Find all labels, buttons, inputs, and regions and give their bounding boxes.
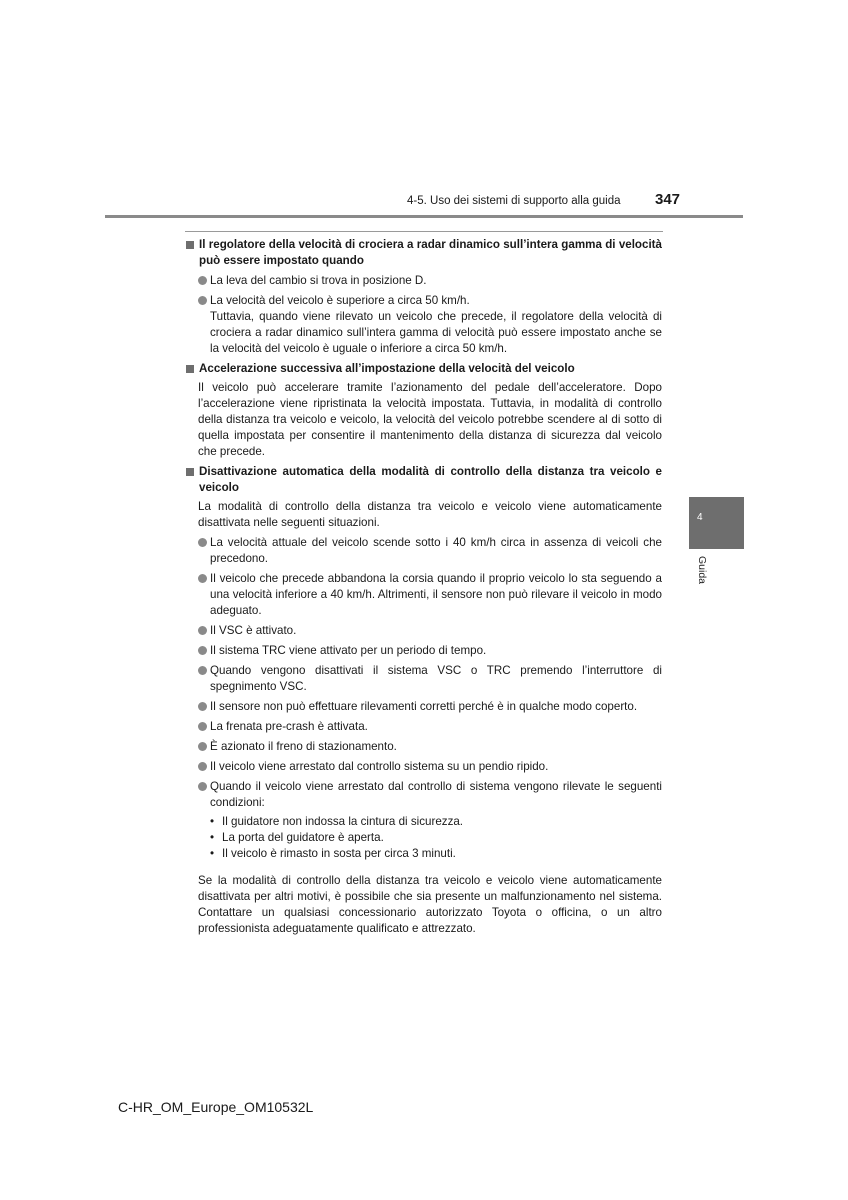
page-number: 347 [655, 191, 681, 208]
circle-bullet-icon [198, 626, 207, 635]
list-item: È azionato il freno di stazionamento. [198, 739, 662, 755]
sub-list-item: • Il guidatore non indossa la cintura di sicurezza. [210, 815, 464, 828]
list-item: La frenata pre-crash è attivata. [198, 719, 662, 735]
list-item: La velocità del veicolo è superiore a circa 50 km/h. Tuttavia, quando viene rilevato un veicolo che precede, il regolatore della velocità di crociera a radar dinamico sull’intera gamma di velocità può essere impostato anche se la velocità del veicolo è uguale o inferiore a circa 50 km/h. [198, 293, 662, 357]
list-item: Quando vengono disattivati il sistema VSC o TRC premendo l’interruttore di spegnimento VSC. [198, 663, 662, 695]
chapter-tab-number: 4 [697, 512, 703, 523]
header-section-title: 4-5. Uso dei sistemi di supporto alla guida [407, 195, 621, 207]
list-item: Il veicolo che precede abbandona la corsia quando il proprio veicolo lo sta seguendo a una velocità inferiore a 40 km/h. Altrimenti, il sensore non può rilevare il veicolo in modo adeguato. [198, 571, 662, 619]
list-item: Quando il veicolo viene arrestato dal controllo di sistema vengono rilevate le seguenti condizioni: [198, 779, 662, 811]
circle-bullet-icon [198, 702, 207, 711]
paragraph: Il veicolo può accelerare tramite l’azionamento del pedale dell’acceleratore. Dopo l’accelerazione viene ripristinata la velocità impostata. Tuttavia, in modalità di controllo della distanza tra veicolo e veicolo, la velocità del veicolo potrebbe scendere al di sotto di quella impostata per consentire il mantenimento della distanza di sicurezza dal veicolo che precede. [198, 381, 662, 458]
list-item: Il veicolo viene arrestato dal controllo sistema su un pendio ripido. [198, 759, 662, 775]
list-item: Il VSC è attivato. [198, 623, 662, 639]
section-heading: Accelerazione successiva all’impostazione della velocità del veicolo [185, 361, 662, 377]
list-item: La velocità attuale del veicolo scende sotto i 40 km/h circa in assenza di veicoli che precedono. [198, 535, 662, 567]
circle-bullet-icon [198, 762, 207, 771]
list-item: Il sistema TRC viene attivato per un periodo di tempo. [198, 643, 662, 659]
sub-list [210, 814, 662, 862]
list-item: La leva del cambio si trova in posizione D. [198, 273, 662, 289]
chapter-tab [689, 497, 744, 549]
circle-bullet-icon [198, 666, 207, 675]
content [185, 237, 662, 937]
chapter-label: Guida [696, 556, 708, 585]
circle-bullet-icon [198, 276, 207, 285]
square-bullet-icon [186, 241, 194, 249]
list-item: Il sensore non può effettuare rilevamenti corretti perché è in qualche modo coperto. [198, 699, 662, 715]
circle-bullet-icon [198, 646, 207, 655]
circle-bullet-icon [198, 742, 207, 751]
closing-paragraph: Se la modalità di controllo della distanza tra veicolo e veicolo viene automaticamente disattivata per altri motivi, è possibile che sia presente un malfunzionamento nel sistema. Contattare un qualsiasi concessionario autorizzato Toyota o officina, o un altro professionista adeguatamente qualificato e attrezzato. [198, 874, 662, 935]
section-heading: Disattivazione automatica della modalità di controllo della distanza tra veicolo e veicolo [185, 464, 662, 496]
content-top-rule [185, 231, 663, 232]
paragraph: La modalità di controllo della distanza tra veicolo e veicolo viene automaticamente disattivata nelle seguenti situazioni. [198, 500, 662, 529]
sub-list-item: • La porta del guidatore è aperta. [210, 831, 384, 844]
circle-bullet-icon [198, 782, 207, 791]
footer-document-code: C-HR_OM_Europe_OM10532L [118, 1099, 314, 1115]
circle-bullet-icon [198, 538, 207, 547]
header-rule [105, 215, 743, 218]
circle-bullet-icon [198, 574, 207, 583]
square-bullet-icon [186, 365, 194, 373]
circle-bullet-icon [198, 722, 207, 731]
section-heading: Il regolatore della velocità di crociera a radar dinamico sull’intera gamma di velocità può essere impostato quando [185, 237, 662, 269]
square-bullet-icon [186, 468, 194, 476]
circle-bullet-icon [198, 296, 207, 305]
sub-list-item: • Il veicolo è rimasto in sosta per circa 3 minuti. [210, 847, 456, 860]
